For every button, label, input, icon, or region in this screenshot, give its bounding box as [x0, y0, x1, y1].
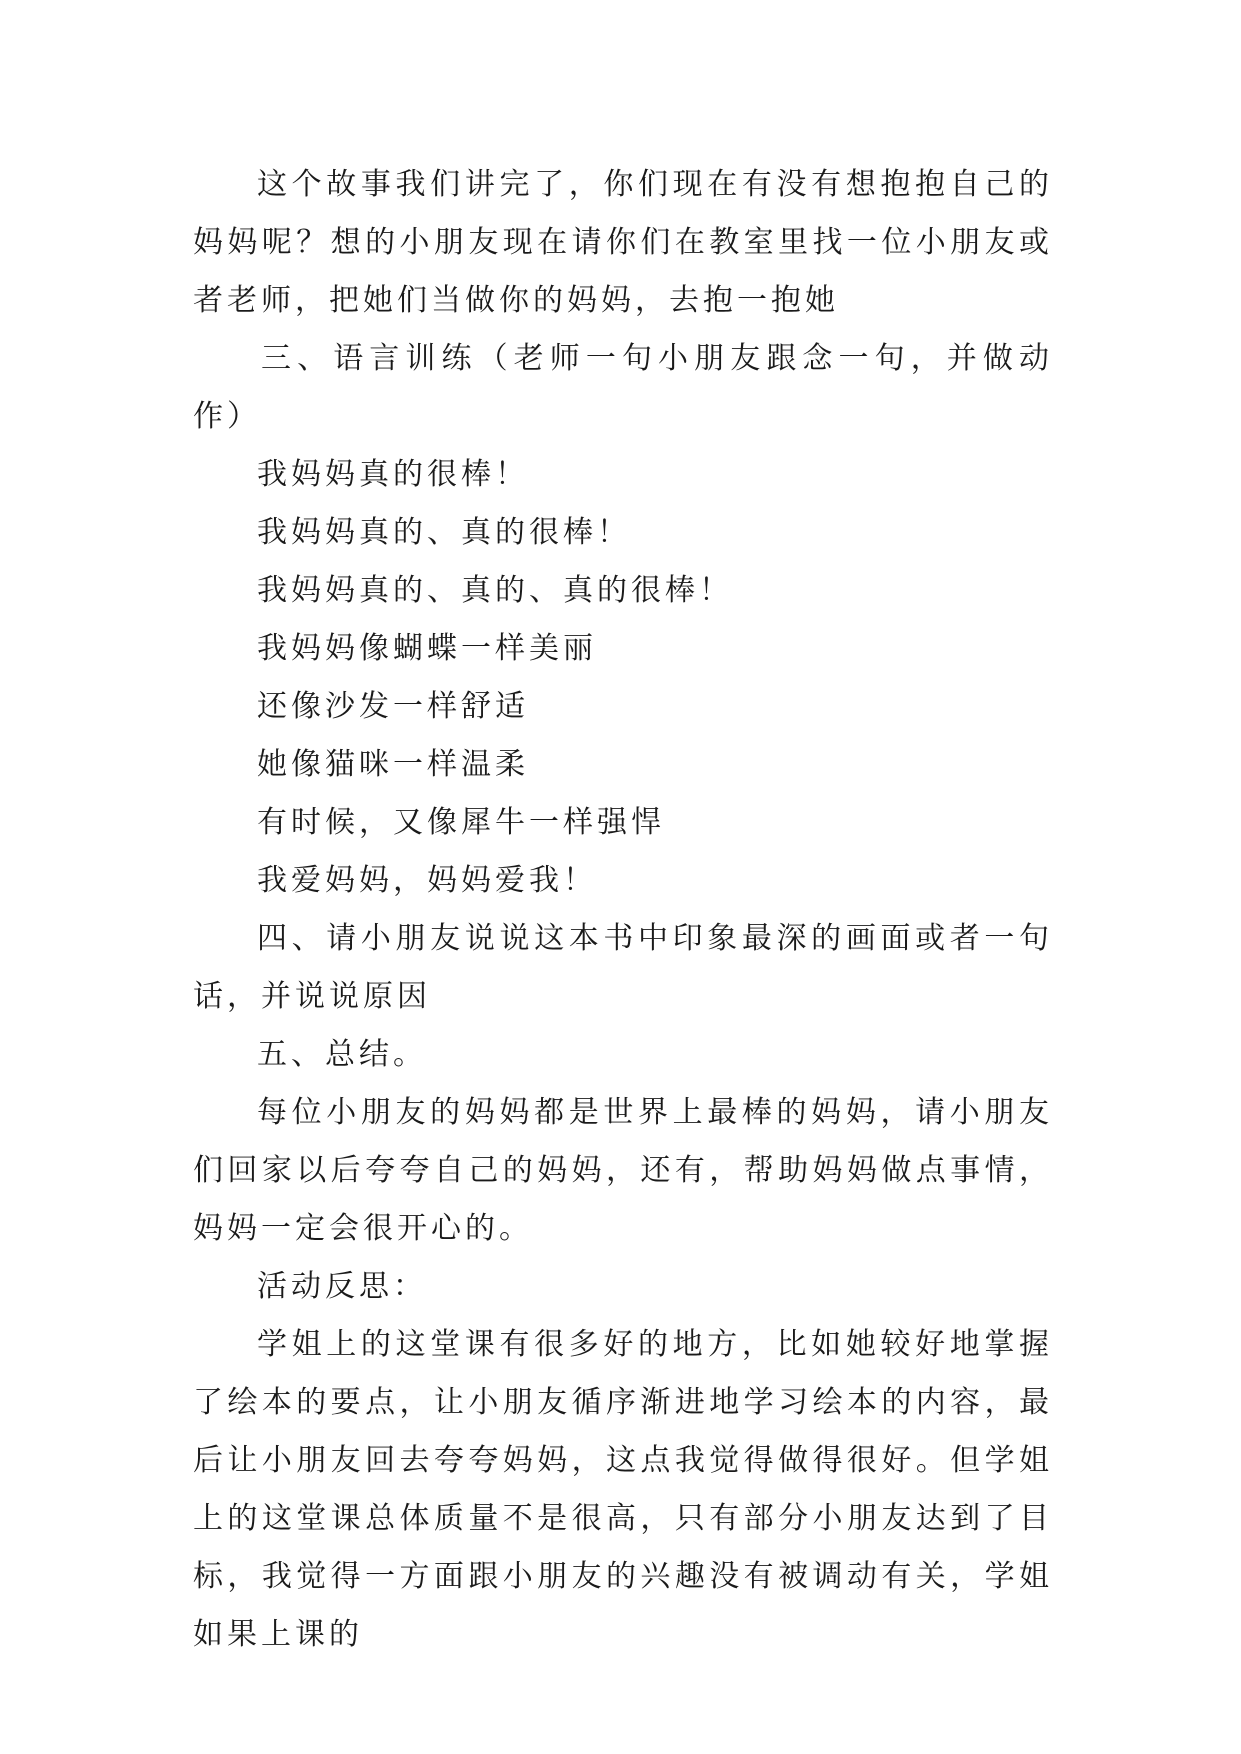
paragraph-reflection: 学姐上的这堂课有很多好的地方，比如她较好地掌握了绘本的要点，让小朋友循序渐进地学习绘本的内容，最后让小朋友回去夸夸妈妈，这点我觉得做得很好。但学姐上的这堂课总体质量不是很高，只有部分小朋友达到了目标，我觉得一方面跟小朋友的兴趣没有被调动有关，学姐如果上课的 — [193, 1327, 1053, 1652]
section-heading-language-training: 三、语言训练（老师一句小朋友跟念一句，并做动作） — [193, 341, 1053, 434]
chant-line: 她像猫咪一样温柔 — [257, 747, 529, 782]
chant-line: 有时候，又像犀牛一样强悍 — [257, 805, 665, 840]
section-heading-discussion: 四、请小朋友说说这本书中印象最深的画面或者一句话，并说说原因 — [193, 921, 1053, 1014]
section-heading-reflection: 活动反思： — [257, 1269, 427, 1304]
document-body — [193, 156, 1053, 1664]
chant-line: 我爱妈妈，妈妈爱我！ — [257, 863, 597, 898]
chant-line: 还像沙发一样舒适 — [257, 689, 529, 724]
chant-line: 我妈妈真的、真的很棒！ — [257, 515, 631, 550]
chant-line: 我妈妈真的、真的、真的很棒！ — [257, 573, 733, 608]
chant-line: 我妈妈真的很棒！ — [257, 457, 529, 492]
chant-line: 我妈妈像蝴蝶一样美丽 — [257, 631, 597, 666]
section-heading-summary: 五、总结。 — [257, 1037, 427, 1072]
paragraph-summary: 每位小朋友的妈妈都是世界上最棒的妈妈，请小朋友们回家以后夸夸自己的妈妈，还有，帮助妈妈做点事情，妈妈一定会很开心的。 — [193, 1095, 1053, 1246]
paragraph-story-ending: 这个故事我们讲完了，你们现在有没有想抱抱自己的妈妈呢？想的小朋友现在请你们在教室里找一位小朋友或者老师，把她们当做你的妈妈，去抱一抱她 — [193, 167, 1053, 318]
